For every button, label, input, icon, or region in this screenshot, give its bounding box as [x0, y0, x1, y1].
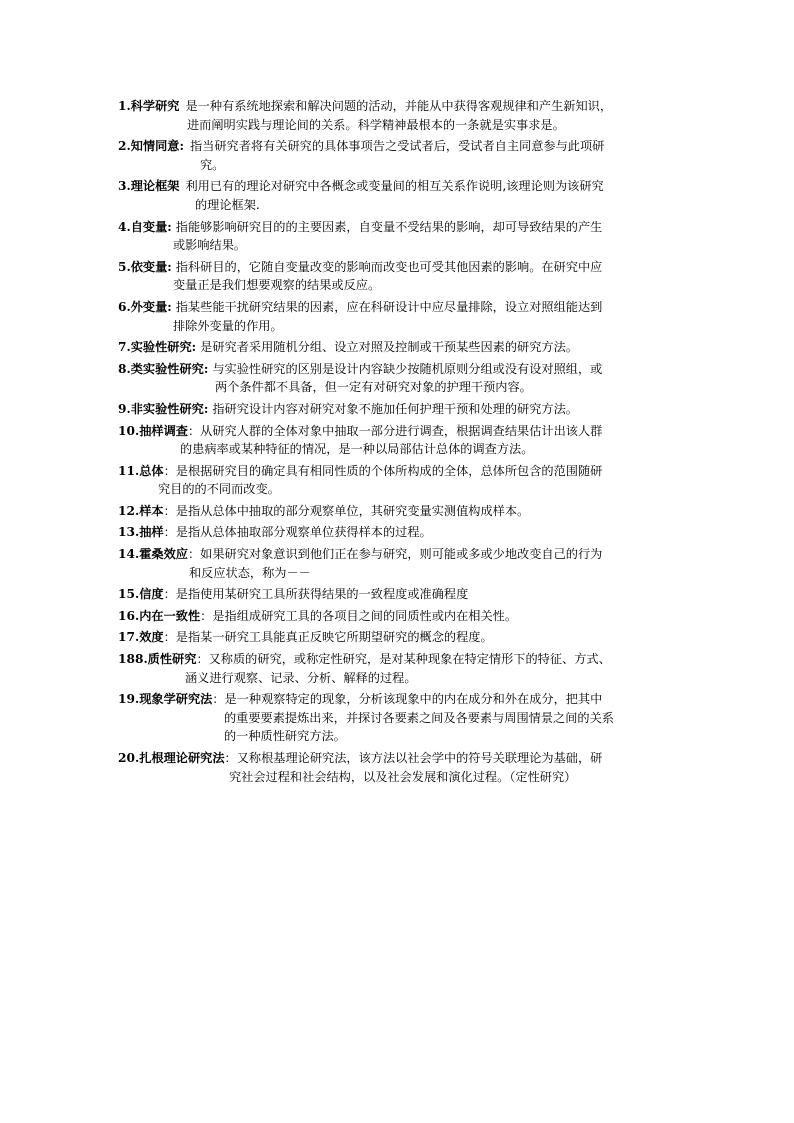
entry-first-line: [118, 628, 678, 647]
entry-term: 10.抽样调查: [118, 423, 188, 438]
entry-first-line: [118, 258, 678, 277]
entry-first-line: [118, 502, 678, 521]
entry-term: 17.效度: [118, 630, 164, 645]
entry-definition: 指某些能干扰研究结果的因素，应在科研设计中应尽量排除，设立对照组能达到: [175, 299, 603, 314]
entry-definition-continued: 究社会过程和社会结构，以及社会发展和演化过程。（定性研究）: [229, 769, 577, 784]
glossary-entry: [118, 585, 678, 604]
glossary-entry: [118, 607, 678, 626]
entry-definition-continued: 的理论框架.: [195, 197, 260, 212]
entry-term: 11.总体: [118, 463, 164, 478]
entry-term: 14.霍桑效应: [118, 547, 188, 562]
entry-definition-continued: 和反应状态，称为－－: [189, 565, 311, 580]
entry-first-line: [118, 218, 678, 237]
glossary-entry: [118, 97, 678, 134]
entry-definition: 是一种有系统地探索和解决问题的活动，并能从中获得客观规律和产生新知识，: [185, 99, 613, 113]
entry-definition: 指科研目的，它随自变量改变的影响而改变也可受其他因素的影响。在研究中应: [175, 259, 603, 274]
entry-term: 6.外变量:: [118, 299, 172, 314]
entry-definition-continued: 或影响结果。: [173, 238, 247, 253]
entry-definition: ：是指从总体中抽取的部分观察单位，其研究变量实测值构成样本。: [163, 503, 530, 518]
entry-definition: ：是指某一研究工具能真正反映它所期望研究的概念的程度。: [163, 630, 493, 645]
entry-term: 20.扎根理论研究法: [118, 751, 225, 765]
glossary-entry: [118, 628, 678, 647]
entry-definition-continued: 的患病率或某种特征的情况，是一种以局部估计总体的调查方法。: [180, 442, 534, 457]
entry-definition: ：是根据研究目的确定具有相同性质的个体所构成的全体，总体所包含的范围随研: [163, 463, 603, 478]
entry-definition: 利用已有的理论对研究中各概念或变量间的相互关系作说明,该理论则为该研究: [185, 179, 604, 194]
entry-definition-continued: 进而阐明实践与理论间的关系。科学精神最根本的一条就是实事求是。: [187, 117, 565, 132]
entry-definition-continued: 究。: [200, 157, 225, 172]
entry-definition-continued: 的重要要素提炼出来，并探讨各要素之间及各要素与周围情景之间的关系: [224, 710, 614, 725]
entry-term: 19.现象学研究法: [118, 692, 213, 707]
entry-definition-continued: 涵义进行观察、记录、分析、解释的过程。: [185, 670, 417, 685]
entry-definition-continued: 排除外变量的作用。: [173, 318, 283, 333]
entry-definition-continued: 变量正是我们想要观察的结果或反应。: [173, 278, 381, 293]
entry-term: 2.知情同意:: [118, 139, 184, 154]
entry-definition: ：是指使用某研究工具所获得结果的一致程度或准确程度: [163, 587, 469, 602]
entry-definition: 是研究者采用随机分组、设立对照及控制或干预某些因素的研究方法。: [200, 340, 578, 355]
entry-term: 13.抽样: [118, 525, 164, 540]
entry-term: 9.非实验性研究:: [118, 401, 209, 416]
entry-term: 1.科学研究: [118, 99, 180, 113]
entry-first-line: [118, 523, 678, 542]
glossary-entry: [118, 218, 678, 255]
entry-definition: ：从研究人群的全体对象中抽取一部分进行调查，根据调查结果估计出该人群: [187, 423, 603, 438]
entry-first-line: [118, 137, 678, 156]
entry-first-line: [118, 177, 678, 196]
glossary-entry: [118, 177, 678, 214]
entry-definition: ：又称根基理论研究法，该方法以社会学中的符号关联理论为基础，研: [224, 751, 603, 765]
entry-definition: ：是一种观察特定的现象，分析该现象中的内在成分和外在成分，把其中: [212, 692, 603, 707]
entry-definition: 指研究设计内容对研究对象不施加任何护理干预和处理的研究方法。: [212, 401, 578, 416]
entry-term: 16.内在一致性: [118, 608, 201, 623]
glossary-entry: [118, 749, 678, 786]
glossary-entry: [118, 258, 678, 295]
entry-definition-continued: 两个条件都不具备，但一定有对研究对象的护理干预内容。: [215, 380, 532, 395]
glossary-list: [118, 97, 678, 789]
entry-definition: ：是指组成研究工具的各项目之间的同质性或内在相关性。: [200, 608, 518, 623]
entry-first-line: [118, 97, 678, 116]
entry-first-line: [118, 298, 678, 317]
entry-first-line: [118, 650, 678, 669]
entry-definition-continued: 的一种质性研究方法。: [224, 729, 346, 744]
glossary-entry: [118, 137, 678, 174]
entry-definition: 指当研究者将有关研究的具体事项告之受试者后，受试者自主同意参与此项研: [189, 139, 605, 154]
glossary-entry: [118, 400, 678, 419]
glossary-entry: [118, 650, 678, 687]
entry-definition: 与实验性研究的区别是设计内容缺少按随机原则分组或没有设对照组，或: [212, 361, 603, 376]
entry-definition: 指能够影响研究目的的主要因素，自变量不受结果的影响，却可导致结果的产生: [175, 219, 603, 234]
entry-term: 7.实验性研究:: [118, 340, 197, 355]
entry-term: 8.类实验性研究:: [118, 361, 209, 376]
entry-first-line: [118, 585, 678, 604]
entry-term: 188.质性研究: [118, 652, 197, 667]
entry-first-line: [118, 607, 678, 626]
entry-first-line: [118, 400, 678, 419]
entry-first-line: [118, 690, 678, 709]
glossary-entry: [118, 545, 678, 582]
entry-first-line: [118, 338, 678, 357]
entry-term: 15.信度: [118, 587, 164, 602]
entry-first-line: [118, 422, 678, 441]
entry-term: 12.样本: [118, 503, 164, 518]
entry-first-line: [118, 545, 678, 564]
entry-first-line: [118, 749, 678, 768]
entry-definition-continued: 究目的的不同而改变。: [158, 482, 280, 497]
glossary-entry: [118, 360, 678, 397]
glossary-entry: [118, 298, 678, 335]
glossary-entry: [118, 422, 678, 459]
entry-definition: ：如果研究对象意识到他们正在参与研究，则可能或多或少地改变自己的行为: [187, 547, 603, 562]
entry-first-line: [118, 462, 678, 481]
glossary-entry: [118, 462, 678, 499]
entry-term: 5.依变量:: [118, 259, 172, 274]
glossary-entry: [118, 690, 678, 746]
glossary-entry: [118, 338, 678, 357]
entry-definition: ：又称质的研究，或称定性研究，是对某种现象在特定情形下的特征、方式、: [196, 652, 611, 667]
entry-first-line: [118, 360, 678, 379]
glossary-entry: [118, 523, 678, 542]
entry-definition: ：是指从总体抽取部分观察单位获得样本的过程。: [163, 525, 432, 540]
glossary-entry: [118, 502, 678, 521]
entry-term: 4.自变量:: [118, 219, 172, 234]
entry-term: 3.理论框架: [118, 179, 180, 194]
